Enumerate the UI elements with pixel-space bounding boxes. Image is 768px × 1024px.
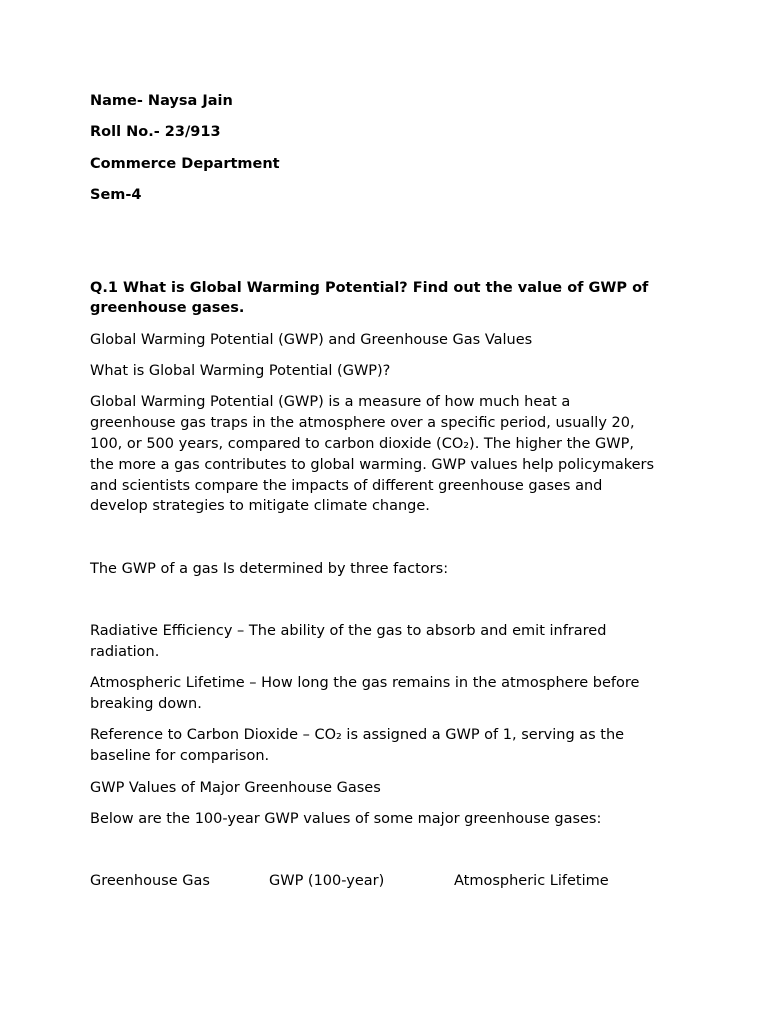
definition-line: and scientists compare the impacts of different greenhouse gases and	[90, 477, 603, 494]
definition-line: develop strategies to mitigate climate change.	[90, 498, 430, 515]
definition-line: greenhouse gas traps in the atmosphere over a specific period, usually 20,	[90, 415, 635, 432]
subheading-gwp-values: Global Warming Potential (GWP) and Greenhouse Gas Values	[90, 331, 533, 348]
values-intro: Below are the 100-year GWP values of some major greenhouse gases:	[90, 811, 602, 828]
factor-line: Atmospheric Lifetime – How long the gas remains in the atmosphere before	[90, 675, 640, 692]
definition-line: Global Warming Potential (GWP) is a measure of how much heat a	[90, 394, 571, 411]
document-page	[90, 91, 680, 892]
factor-line: baseline for comparison.	[90, 747, 270, 764]
factor-line: Radiative Efficiency – The ability of the gas to absorb and emit infrared	[90, 622, 607, 639]
table-header-gwp: GWP (100-year)	[269, 873, 385, 890]
department: Commerce Department	[90, 155, 280, 172]
factor-radiative-efficiency	[90, 621, 680, 663]
question-title	[90, 278, 680, 320]
definition-line: 100, or 500 years, compared to carbon dioxide (CO₂). The higher the GWP,	[90, 435, 634, 452]
semester: Sem-4	[90, 186, 142, 203]
gwp-table-header-row	[90, 871, 680, 892]
factors-intro: The GWP of a gas Is determined by three factors:	[90, 561, 449, 578]
factor-atmospheric-lifetime	[90, 673, 680, 715]
definition-paragraph	[90, 392, 680, 517]
values-heading: GWP Values of Major Greenhouse Gases	[90, 779, 381, 796]
definition-line: the more a gas contributes to global warming. GWP values help policymakers	[90, 456, 655, 473]
factor-line: breaking down.	[90, 695, 202, 712]
table-header-gas: Greenhouse Gas	[90, 873, 210, 890]
factor-line: Reference to Carbon Dioxide – CO₂ is assigned a GWP of 1, serving as the	[90, 727, 625, 744]
table-header-lifetime: Atmospheric Lifetime	[454, 873, 609, 890]
student-name: Name- Naysa Jain	[90, 93, 233, 109]
question-title-line1: Q.1 What is Global Warming Potential? Find out the value of GWP of	[90, 279, 649, 296]
subheading-what-is-gwp: What is Global Warming Potential (GWP)?	[90, 363, 391, 380]
question-title-line2: greenhouse gases.	[90, 300, 245, 317]
roll-number: Roll No.- 23/913	[90, 124, 221, 141]
factor-line: radiation.	[90, 643, 160, 660]
factor-reference-co2	[90, 725, 680, 767]
